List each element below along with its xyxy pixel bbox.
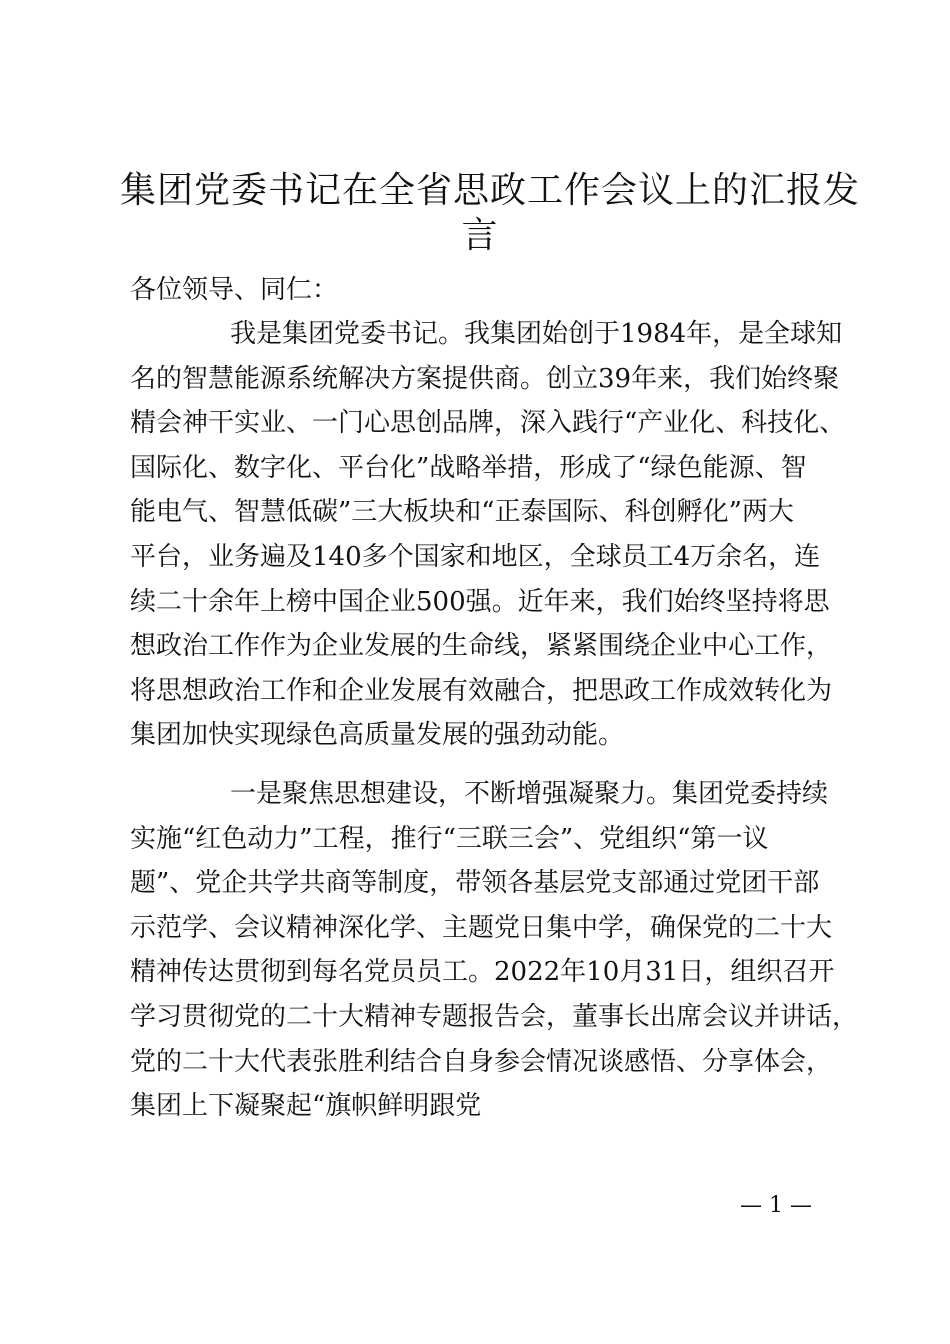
text-line: 将思想政治工作和企业发展有效融合，把思政工作成效转化为 [130,675,833,706]
paragraph-1 [130,312,850,758]
text-line: 一是聚焦思想建设，不断增强凝聚力。集团党委持续 [230,779,829,809]
text-line: 想政治工作作为企业发展的生命线，紧紧围绕企业中心工作， [130,631,833,662]
text-line: 精会神干实业、一门心思创品牌，深入践行“产业化、科技化、 [130,408,846,439]
paragraph-2 [130,772,859,1129]
text-line: 实施“红色动力”工程，推行“三联三会”、党组织“第一议 [130,823,769,854]
text-line: 平台，业务遍及140多个国家和地区，全球员工4万余名，连 [130,541,821,572]
text-line: 名的智慧能源系统解决方案提供商。创立39年来，我们始终聚 [130,363,840,394]
document-title [120,168,861,257]
text-line: 我是集团党委书记。我集团始创于1984年，是全球知 [230,319,843,349]
salutation: 各位领导、同仁： [130,275,339,305]
page-number: — 1 — [740,1193,812,1218]
text-line: 示范学、会议精神深化学、主题党日集中学，确保党的二十大 [130,912,833,943]
text-line: 续二十余年上榜中国企业500强。近年来，我们始终坚持将思 [130,586,830,617]
text-line: 集团上下凝聚起“旗帜鲜明跟党 [130,1091,482,1122]
text-line: 国际化、数字化、平台化”战略举措，形成了“绿色能源、智 [130,452,807,483]
title-line: 言 [461,214,499,256]
text-line: 党的二十大代表张胜利结合自身参会情况谈感悟、分享体会， [130,1046,833,1077]
text-line: 集团加快实现绿色高质量发展的强劲动能。 [130,720,625,751]
text-line: 学习贯彻党的二十大精神专题报告会，董事长出席会议并讲话， [130,1001,859,1032]
text-line: 能电气、智慧低碳”三大板块和“正泰国际、科创孵化”两大 [130,497,794,528]
title-line: 集团党委书记在全省思政工作会议上的汇报发 [120,170,861,211]
text-line: 精神传达贯彻到每名党员员工。2022年10月31日，组织召开 [130,957,835,988]
text-line: 题”、党企共学共商等制度，带领各基层党支部通过党团干部 [130,868,820,899]
